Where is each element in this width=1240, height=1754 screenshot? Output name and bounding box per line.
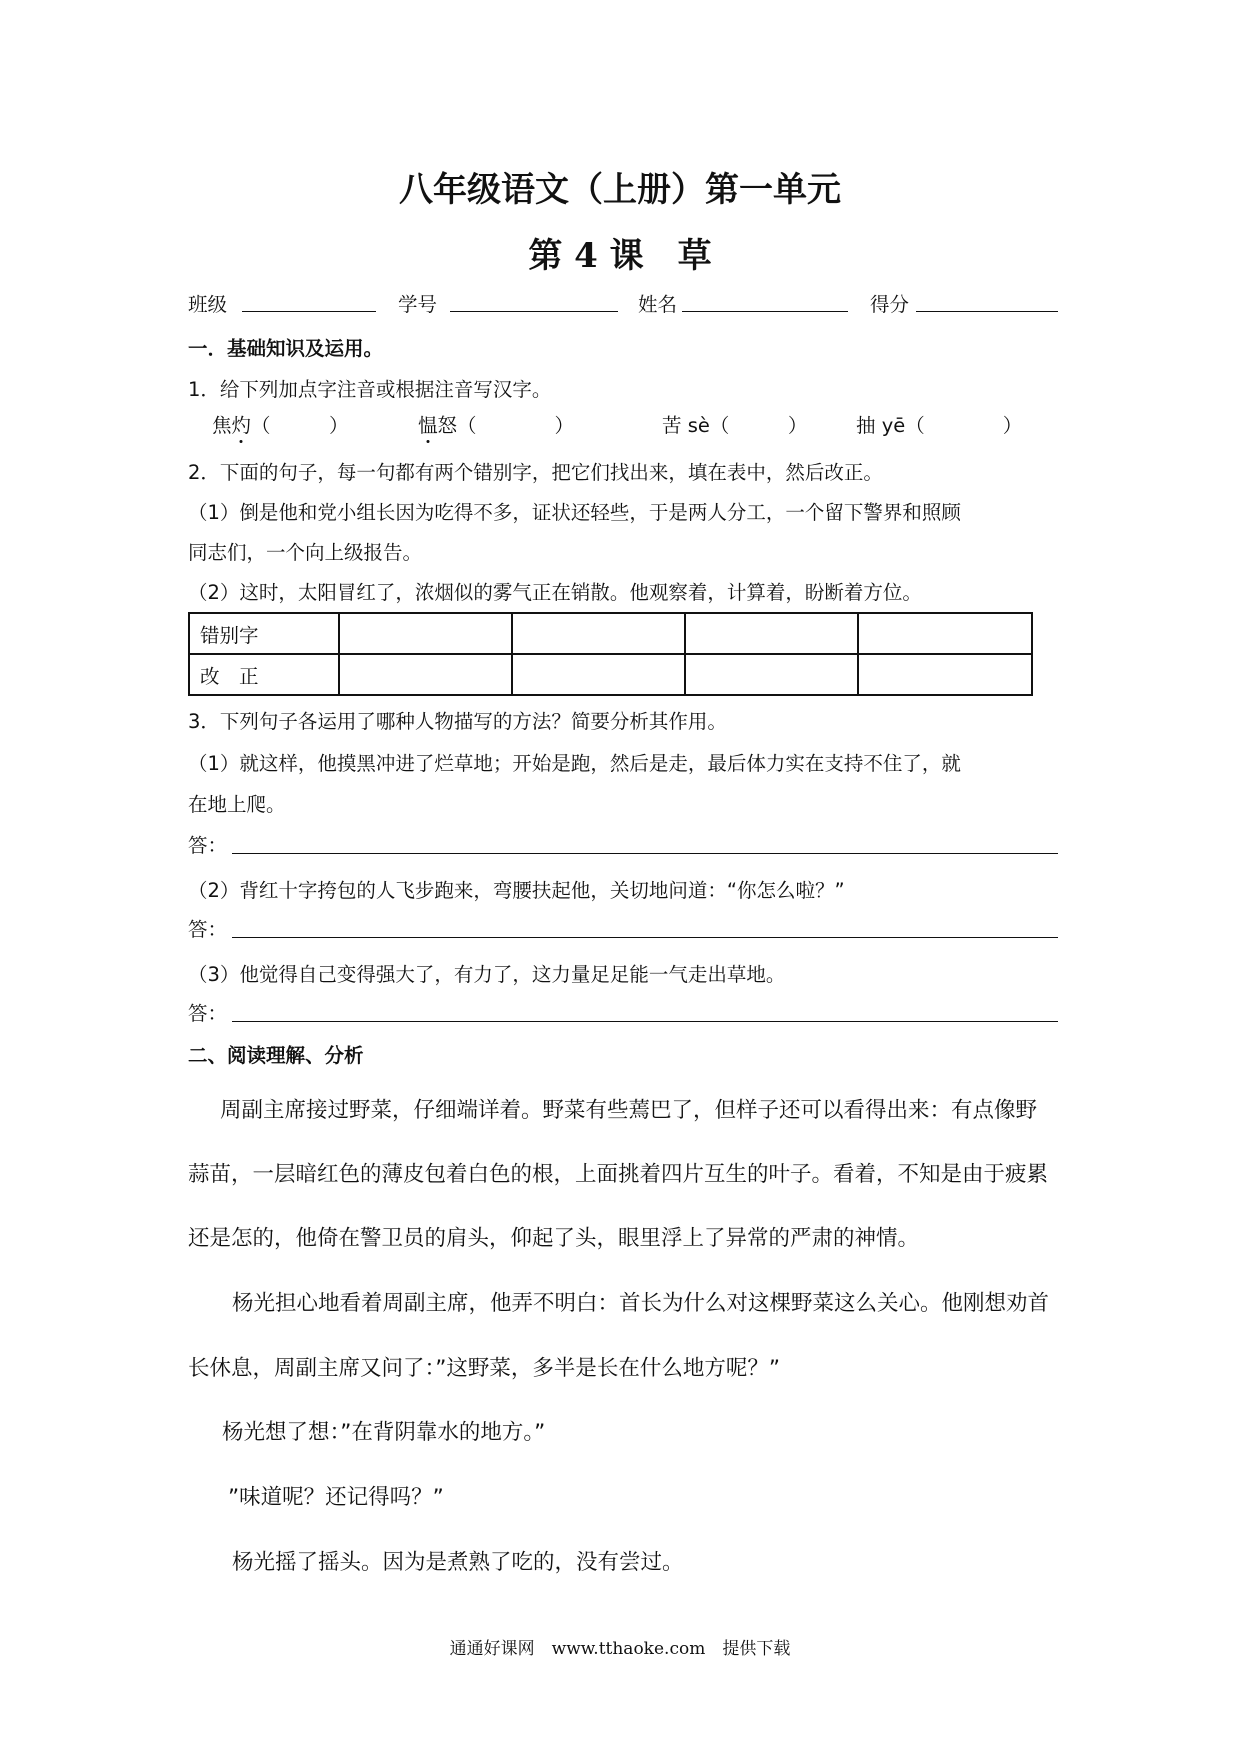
table-row (189, 613, 1032, 654)
table-cell[interactable] (858, 654, 1032, 695)
q2-prompt: 2．下面的句子，每一句都有两个错别字，把它们找出来，填在表中，然后改正。 (188, 461, 883, 484)
table-header-correct: 改 正 (189, 654, 339, 695)
table-cell[interactable] (339, 654, 512, 695)
table-cell[interactable] (512, 613, 685, 654)
table-header-wrong: 错别字 (189, 613, 339, 654)
table-cell[interactable] (685, 654, 858, 695)
table-cell[interactable] (339, 613, 512, 654)
q1-item-2-dotted-char: 愠 (418, 410, 438, 438)
reading-para5: 杨光摇了摇头。因为是煮熟了吃的，没有尝过。 (232, 1550, 684, 1575)
q3-prompt: 3．下列句子各运用了哪种人物描写的方法？简要分析其作用。 (188, 710, 727, 733)
q1-item-1-char: 焦 (212, 414, 232, 437)
answer-line[interactable] (232, 937, 1058, 938)
reading-para1-line3: 还是怎的，他倚在警卫员的肩头，仰起了头，眼里浮上了异常的严肃的神情。 (188, 1226, 920, 1251)
reading-para4: ”味道呢？还记得吗？” (228, 1485, 444, 1510)
class-label: 班级 (188, 293, 228, 316)
answer-label: 答： (188, 1002, 228, 1025)
section1-heading: 一．基础知识及运用。 (188, 337, 384, 360)
q1-item-3[interactable]: 苦 sè（ ） (662, 414, 808, 437)
student-number-label: 学号 (398, 293, 438, 316)
reading-para2-line2: 长休息，周副主席又问了：”这野菜，多半是长在什么地方呢？” (188, 1356, 781, 1381)
q1-item-2-blank[interactable]: 怒（ ） (437, 414, 575, 437)
name-label: 姓名 (638, 293, 678, 316)
q2-sentence2: （2）这时，太阳冒红了，浓烟似的雾气正在销散。他观察着，计算着，盼断着方位。 (188, 581, 922, 604)
score-blank[interactable] (916, 311, 1058, 312)
score-label: 得分 (870, 293, 910, 316)
q3-sentence3: （3）他觉得自己变得强大了，有力了，这力量足足能一气走出草地。 (188, 963, 786, 986)
table-cell[interactable] (858, 613, 1032, 654)
answer-line[interactable] (232, 853, 1058, 854)
page-title: 八年级语文（上册）第一单元 (399, 170, 841, 210)
section2-heading: 二、阅读理解、分析 (188, 1044, 364, 1067)
q2-sentence1-line2: 同志们，一个向上级报告。 (188, 541, 423, 564)
q1-item-1-dotted-char: 灼 (232, 410, 252, 438)
q1-item-1-blank[interactable]: （ ） (251, 414, 349, 437)
student-number-blank[interactable] (450, 311, 618, 312)
reading-para1-line1: 周副主席接过野菜，仔细端详着。野菜有些蔫巴了，但样子还可以看得出来：有点像野 (220, 1098, 1038, 1123)
lesson-title: 第 4 课 草 (528, 236, 712, 276)
answer-label: 答： (188, 918, 228, 941)
reading-para3: 杨光想了想：”在背阴靠水的地方。” (222, 1420, 546, 1445)
q2-sentence1-line1: （1）倒是他和党小组长因为吃得不多，证状还轻些，于是两人分工，一个留下警界和照顾 (188, 501, 961, 524)
reading-para1-line2: 蒜苗，一层暗红色的薄皮包着白色的根，上面挑着四片互生的叶子。看着，不知是由于疲累 (188, 1162, 1049, 1187)
footer-text: 通通好课网 www.tthaoke.com 提供下载 (449, 1639, 791, 1659)
table-row (189, 654, 1032, 695)
q1-item-1 (212, 410, 349, 438)
q3-sentence1-line2: 在地上爬。 (188, 793, 286, 816)
q3-sentence2: （2）背红十字挎包的人飞步跑来，弯腰扶起他，关切地问道：“你怎么啦？” (188, 879, 845, 902)
table-cell[interactable] (512, 654, 685, 695)
name-blank[interactable] (682, 311, 848, 312)
q3-sentence1-line1: （1）就这样，他摸黑冲进了烂草地；开始是跑，然后是走，最后体力实在支持不住了，就 (188, 752, 961, 775)
q1-prompt: 1．给下列加点字注音或根据注音写汉字。 (188, 378, 552, 401)
answer-line[interactable] (232, 1021, 1058, 1022)
class-blank[interactable] (242, 311, 376, 312)
table-cell[interactable] (685, 613, 858, 654)
q1-item-2 (418, 410, 574, 438)
answer-label: 答： (188, 834, 228, 857)
q1-item-4[interactable]: 抽 yē（ ） (856, 414, 1023, 437)
reading-para2-line1: 杨光担心地看着周副主席，他弄不明白：首长为什么对这棵野菜这么关心。他刚想劝首 (232, 1291, 1050, 1316)
error-correction-table (188, 612, 1033, 696)
